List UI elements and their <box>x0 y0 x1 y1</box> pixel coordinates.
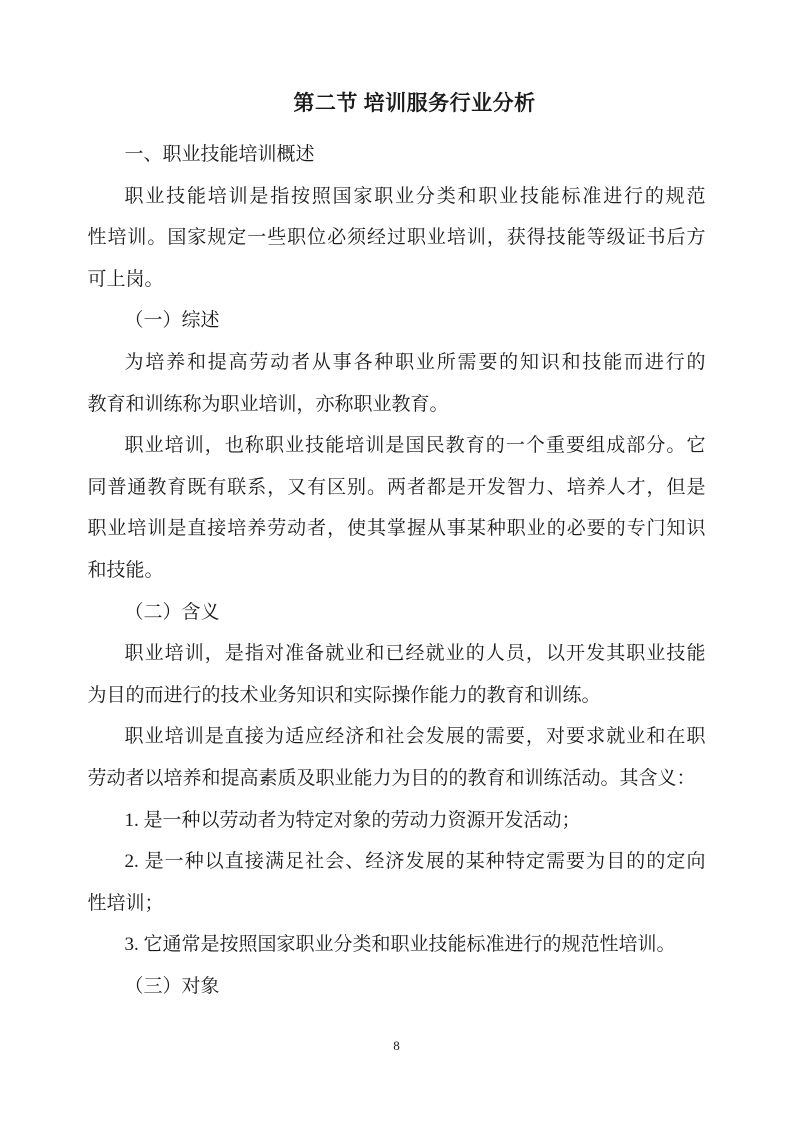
text-line: 为目的而进行的技术业务知识和实际操作能力的教育和训练。 <box>87 684 601 706</box>
text-line: 性培训。国家规定一些职位必须经过职业培训，获得技能等级证书后方 <box>87 227 706 249</box>
text-line: 职业技能培训是指按照国家职业分类和职业技能标准进行的规范 <box>124 185 706 207</box>
text-line: 性培训； <box>87 892 164 914</box>
text-line: 为培养和提高劳动者从事各种职业所需要的知识和技能而进行的 <box>124 351 706 373</box>
text-line: 1. 是一种以劳动者为特定对象的劳动力资源开发活动； <box>124 809 581 831</box>
text-line: 3. 它通常是按照国家职业分类和职业技能标准进行的规范性培训。 <box>124 934 676 956</box>
heading-line: （三）对象 <box>124 975 220 997</box>
text-line: 和技能。 <box>87 559 164 581</box>
section-title: 第二节 培训服务行业分析 <box>293 91 536 115</box>
text-line: 职业培训，是指对准备就业和已经就业的人员，以开发其职业技能 <box>124 643 706 665</box>
text-line: 2. 是一种以直接满足社会、经济发展的某种特定需要为目的的定向 <box>124 851 706 873</box>
text-line: 教育和训练称为职业培训，亦称职业教育。 <box>87 393 449 415</box>
text-line: 职业培训是直接为适应经济和社会发展的需要，对要求就业和在职 <box>124 726 706 748</box>
document-body <box>88 134 706 1007</box>
text-line: 同普通教育既有联系，又有区别。两者都是开发智力、培养人才，但是 <box>87 476 706 498</box>
heading-line: 一、职业技能培训概述 <box>124 144 315 165</box>
heading-line: （一）综述 <box>124 310 220 332</box>
text-line: 劳动者以培养和提高素质及职业能力为目的的教育和训练活动。其含义： <box>87 767 696 789</box>
page-number: 8 <box>393 1038 400 1053</box>
text-line: 职业培训是直接培养劳动者，使其掌握从事某种职业的必要的专门知识 <box>87 518 706 540</box>
text-line: 职业培训，也称职业技能培训是国民教育的一个重要组成部分。它 <box>124 435 706 457</box>
heading-line: （二）含义 <box>124 601 220 623</box>
text-line: 可上岗。 <box>87 268 164 290</box>
